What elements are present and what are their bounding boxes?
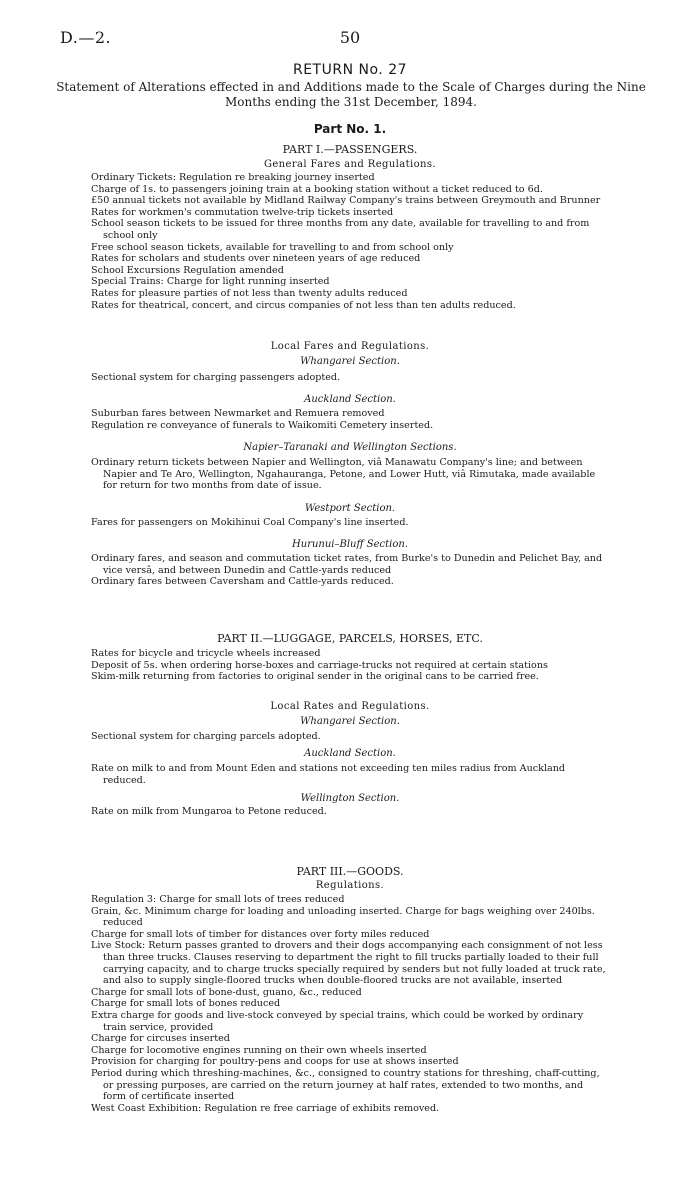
list-item: Regulation re conveyance of funerals to Waikomiti Cemetery inserted. bbox=[91, 419, 434, 431]
part1-title: PART I.—PASSENGERS. bbox=[282, 143, 418, 156]
part2-title: PART II.—LUGGAGE, PARCELS, HORSES, ETC. bbox=[217, 632, 483, 645]
list-item: Suburban fares between Newmarket and Remuera removed bbox=[91, 408, 385, 419]
list-item: Grain, &c. Minimum charge for loading and unloading inserted. Charge for bags weighing over 240lbs. reduced bbox=[91, 905, 595, 929]
part-number-heading: Part No. 1. bbox=[313, 122, 387, 136]
list-item: Rate on milk to and from Mount Eden and stations not exceeding ten miles radius from Auckland reduced. bbox=[91, 763, 566, 786]
document-code: D.—2. bbox=[60, 28, 112, 47]
page-number: 50 bbox=[339, 28, 361, 47]
section-heading-westport: Westport Section. bbox=[304, 503, 396, 514]
section-items bbox=[91, 806, 606, 818]
list-item: Rates for scholars and students over nineteen years of age reduced bbox=[91, 253, 421, 265]
list-item: Charge for small lots of timber for distances over forty miles reduced bbox=[91, 928, 430, 940]
general-fares-heading: General Fares and Regulations. bbox=[263, 159, 437, 170]
list-item: £50 annual tickets not available by Midland Railway Company's trains between Greymouth and Brunner bbox=[91, 195, 601, 207]
list-item: Ordinary return tickets between Napier and Wellington, viâ Manawatu Company's line; and between Napier and Te Aro, Wellington, Ngahauranga, Petone, and Lower Hutt, viâ Rimutaka, made available for return for two months from date of issue. bbox=[91, 457, 596, 492]
part3-title: PART III.—GOODS. bbox=[296, 865, 404, 878]
list-item: Ordinary fares between Caversham and Cattle-yards reduced. bbox=[91, 576, 394, 588]
section-items bbox=[91, 553, 606, 588]
section-items bbox=[91, 408, 606, 431]
list-item: Charge for circuses inserted bbox=[91, 1033, 230, 1045]
list-item: School Excursions Regulation amended bbox=[91, 264, 284, 276]
list-item: Extra charge for goods and live-stock conveyed by special trains, which could be worked by ordinary train service, provided bbox=[91, 1009, 584, 1033]
return-title: RETURN No. 27 bbox=[292, 62, 408, 78]
local-fares-heading: Local Fares and Regulations. bbox=[270, 341, 430, 352]
list-item: Sectional system for charging parcels adopted. bbox=[91, 731, 321, 742]
list-item: Rates for workmen's commutation twelve-trip tickets inserted bbox=[91, 206, 394, 218]
list-item: Rates for theatrical, concert, and circus companies of not less than ten adults reduced. bbox=[91, 299, 516, 311]
general-fares-list bbox=[91, 172, 606, 311]
list-item: Provision for charging for poultry-pens and coops for use at shows inserted bbox=[91, 1056, 459, 1068]
section-heading-whangarei: Whangarei Section. bbox=[300, 716, 400, 727]
section-items bbox=[91, 731, 606, 743]
section-heading-hurunui-bluff: Hurunui–Bluff Section. bbox=[292, 539, 408, 550]
list-item: Regulation 3: Charge for small lots of trees reduced bbox=[91, 894, 345, 905]
goods-regulations-list bbox=[91, 894, 606, 1114]
section-heading-auckland: Auckland Section. bbox=[304, 748, 396, 759]
list-item: Ordinary fares, and season and commutation ticket rates, from Burke's to Dunedin and Pelichet Bay, and vice versâ, and between Dunedin and Cattle-yards reduced bbox=[91, 553, 603, 576]
list-item: Live Stock: Return passes granted to drovers and their dogs accompanying each consignment of not less than three trucks. Clauses reserving to department the right to fill trucks partially loaded to their full carrying capacity, and to charge trucks specially required by senders but not fully loaded at truck rate, and also to supply single-floored trucks when double-floored trucks are not available, inserted bbox=[91, 940, 606, 987]
section-items bbox=[91, 763, 606, 786]
section-heading-wellington: Wellington Section. bbox=[300, 793, 400, 804]
statement-subtitle: Statement of Alterations effected in and Additions made to the Scale of Charges during the Nine Months ending the 31st December, 1894. bbox=[56, 80, 646, 109]
list-item: Special Trains: Charge for light running inserted bbox=[91, 276, 330, 288]
list-item: Sectional system for charging passengers adopted. bbox=[91, 372, 341, 383]
section-items bbox=[91, 457, 606, 492]
list-item: Ordinary Tickets: Regulation re breaking journey inserted bbox=[91, 172, 375, 183]
section-heading-auckland: Auckland Section. bbox=[304, 394, 396, 405]
list-item: Deposit of 5s. when ordering horse-boxes and carriage-trucks not required at certain stations bbox=[91, 659, 548, 671]
local-rates-heading: Local Rates and Regulations. bbox=[270, 701, 430, 712]
list-item: Charge for small lots of bones reduced bbox=[91, 998, 281, 1010]
part2-list bbox=[91, 648, 606, 683]
regulations-heading: Regulations. bbox=[315, 880, 385, 891]
section-heading-whangarei: Whangarei Section. bbox=[300, 356, 400, 367]
list-item: Charge of 1s. to passengers joining train at a booking station without a ticket reduced to 6d. bbox=[91, 183, 543, 195]
list-item: Free school season tickets, available for travelling to and from school only bbox=[91, 241, 454, 253]
section-items bbox=[91, 372, 606, 384]
list-item: Rate on milk from Mungaroa to Petone reduced. bbox=[91, 806, 327, 817]
section-heading-napier-wellington: Napier–Taranaki and Wellington Sections. bbox=[243, 442, 457, 453]
list-item: West Coast Exhibition: Regulation re free carriage of exhibits removed. bbox=[91, 1102, 440, 1114]
list-item: Period during which threshing-machines, &c., consigned to country stations for threshing, chaff-cutting, or pressing purposes, are carried on the return journey at half rates, extended to two months, and form of certificate inserted bbox=[91, 1067, 600, 1103]
section-items bbox=[91, 517, 606, 529]
list-item: School season tickets to be issued for three months from any date, available for travelling to and from school only bbox=[91, 218, 590, 241]
list-item: Rates for pleasure parties of not less than twenty adults reduced bbox=[91, 287, 408, 299]
list-item: Skim-milk returning from factories to original sender in the original cans to be carried free. bbox=[91, 671, 539, 683]
list-item: Rates for bicycle and tricycle wheels increased bbox=[91, 648, 321, 659]
list-item: Charge for small lots of bone-dust, guano, &c., reduced bbox=[91, 986, 362, 998]
list-item: Charge for locomotive engines running on their own wheels inserted bbox=[91, 1044, 427, 1056]
list-item: Fares for passengers on Mokihinui Coal Company's line inserted. bbox=[91, 517, 409, 528]
